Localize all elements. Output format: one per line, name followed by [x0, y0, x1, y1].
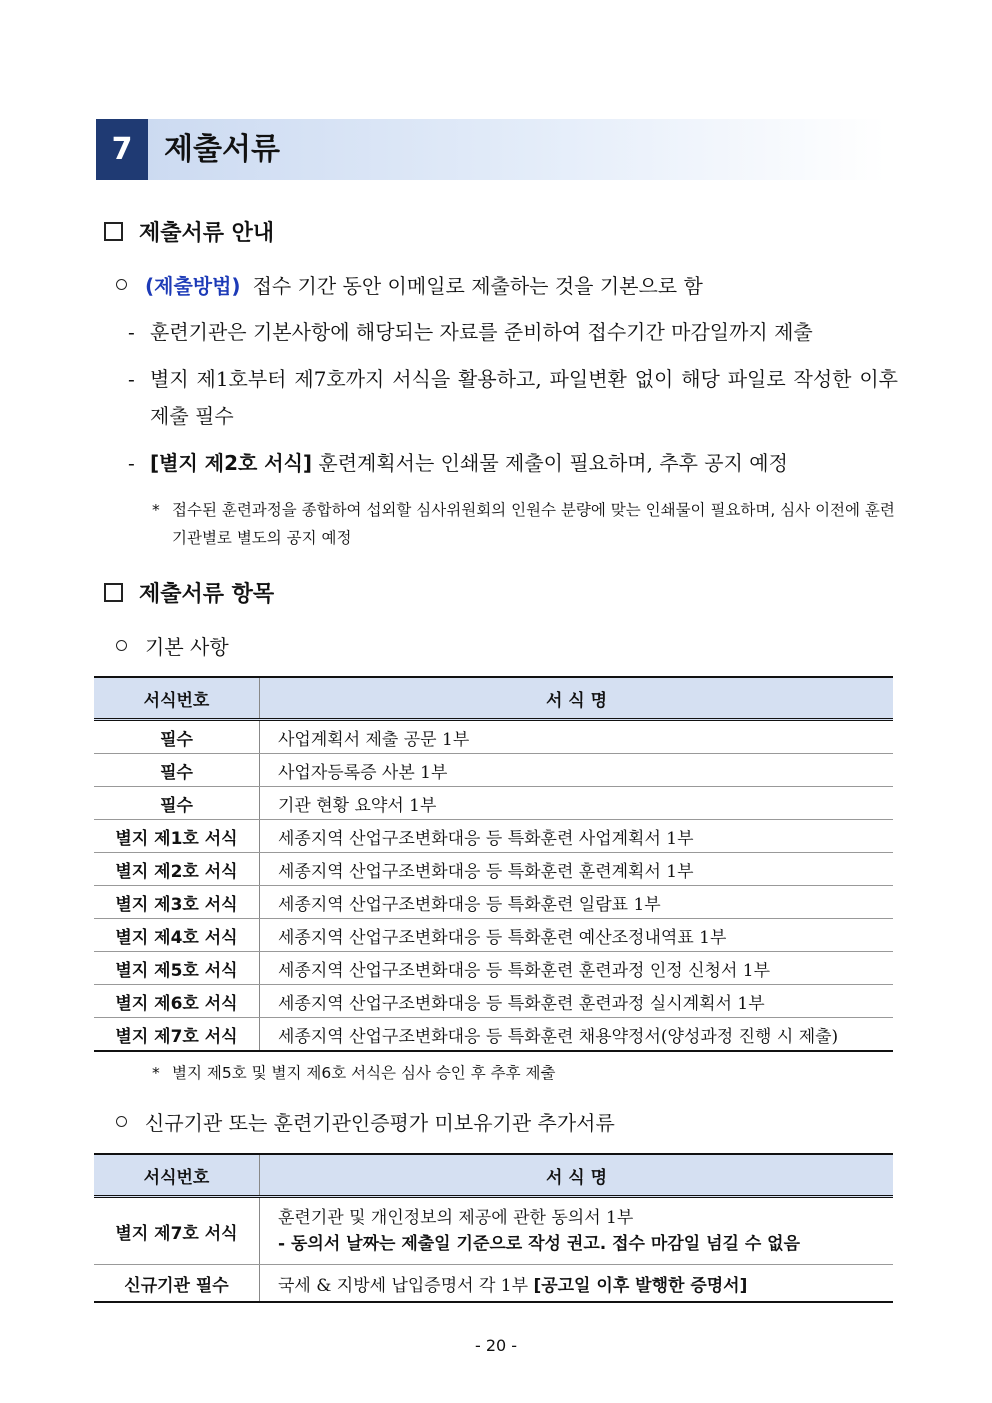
form-number-cell: 필수: [94, 787, 260, 820]
form-number-cell: 별지 제4호 서식: [94, 919, 260, 952]
form-name-cell: 사업계획서 제출 공문 1부: [260, 720, 894, 754]
form-number-cell: 필수: [94, 754, 260, 787]
col-header-name: 서 식 명: [260, 677, 894, 720]
form-number-cell: 별지 제7호 서식: [94, 1018, 260, 1052]
table-header-row: [94, 677, 893, 720]
method-bullet: [116, 270, 703, 299]
table-header-row: [94, 1154, 893, 1197]
table-row: [94, 720, 893, 754]
extra-documents-table: [94, 1153, 893, 1303]
guide-item: - [별지 제2호 서식] 훈련계획서는 인쇄물 제출이 필요하며, 추후 공지 예정: [128, 451, 788, 475]
form-name-cell: 기관 현황 요약서 1부: [260, 787, 894, 820]
table-note: * 별지 제5호 및 별지 제6호 서식은 심사 승인 후 추후 제출: [152, 1064, 556, 1082]
form-name-cell: 훈련기관 및 개인정보의 제공에 관한 동의서 1부 - 동의서 날짜는 제출일 기준으로 작성 권고. 접수 마감일 넘길 수 없음: [260, 1197, 894, 1265]
table-row: [94, 919, 893, 952]
table-row: [94, 886, 893, 919]
extra-label: 신규기관 또는 훈련기관인증평가 미보유기관 추가서류: [116, 1107, 615, 1136]
basic-documents-table: [94, 676, 893, 1052]
table-row: [94, 952, 893, 985]
method-label: (제출방법): [145, 274, 241, 298]
table-row: [94, 1018, 893, 1052]
section-title: 제출서류: [164, 132, 280, 167]
form-number-cell: 신규기관 필수: [94, 1265, 260, 1303]
form-name-cell: 사업자등록증 사본 1부: [260, 754, 894, 787]
form-name-cell: 세종지역 산업구조변화대응 등 특화훈련 훈련과정 실시계획서 1부: [260, 985, 894, 1018]
section-header: [96, 119, 886, 180]
section-number: 7: [96, 119, 148, 180]
guide-heading: 제출서류 안내: [104, 216, 274, 247]
form-number-cell: 별지 제6호 서식: [94, 985, 260, 1018]
form-number-cell: 별지 제2호 서식: [94, 853, 260, 886]
col-header-name: 서 식 명: [260, 1154, 894, 1197]
form-number-cell: 별지 제7호 서식: [94, 1197, 260, 1265]
circle-bullet-icon: [116, 279, 127, 290]
form-name-cell: 세종지역 산업구조변화대응 등 특화훈련 훈련과정 인정 신청서 1부: [260, 952, 894, 985]
form-name-cell: 세종지역 산업구조변화대응 등 특화훈련 예산조정내역표 1부: [260, 919, 894, 952]
table-row: [94, 1265, 893, 1303]
square-bullet-icon: [104, 583, 123, 602]
form-number-cell: 별지 제3호 서식: [94, 886, 260, 919]
table-row: [94, 820, 893, 853]
form-number-cell: 필수: [94, 720, 260, 754]
form-name-cell: 세종지역 산업구조변화대응 등 특화훈련 사업계획서 1부: [260, 820, 894, 853]
page-number: - 20 -: [474, 1336, 518, 1355]
items-heading: 제출서류 항목: [104, 577, 274, 608]
form-name-cell: 세종지역 산업구조변화대응 등 특화훈련 채용약정서(양성과정 진행 시 제출): [260, 1018, 894, 1052]
form-name-cell: 세종지역 산업구조변화대응 등 특화훈련 일람표 1부: [260, 886, 894, 919]
col-header-number: 서식번호: [94, 677, 260, 720]
table-row: [94, 853, 893, 886]
guide-item: - 훈련기관은 기본사항에 해당되는 자료를 준비하여 접수기간 마감일까지 제출: [128, 320, 813, 344]
square-bullet-icon: [104, 222, 123, 241]
form-name-cell: 세종지역 산업구조변화대응 등 특화훈련 훈련계획서 1부: [260, 853, 894, 886]
guide-item: - 별지 제1호부터 제7호까지 서식을 활용하고, 파일변환 없이 해당 파일로 작성한 이후 제출 필수: [128, 367, 898, 428]
table-row: [94, 754, 893, 787]
table-row: [94, 787, 893, 820]
table-row: [94, 1197, 893, 1265]
col-header-number: 서식번호: [94, 1154, 260, 1197]
guide-item-prefix: [별지 제2호 서식]: [150, 451, 313, 475]
circle-bullet-icon: [116, 640, 127, 651]
guide-note: * 접수된 훈련과정을 종합하여 섭외할 심사위원회의 인원수 분량에 맞는 인쇄물이 필요하며, 심사 이전에 훈련기관별로 별도의 공지 예정: [152, 501, 895, 547]
method-text: 접수 기간 동안 이메일로 제출하는 것을 기본으로 함: [252, 274, 703, 298]
circle-bullet-icon: [116, 1116, 127, 1127]
basic-label: 기본 사항: [116, 631, 229, 660]
form-name-cell: 국세 & 지방세 납입증명서 각 1부 [공고일 이후 발행한 증명서]: [260, 1265, 894, 1303]
table-row: [94, 985, 893, 1018]
form-number-cell: 별지 제1호 서식: [94, 820, 260, 853]
form-number-cell: 별지 제5호 서식: [94, 952, 260, 985]
